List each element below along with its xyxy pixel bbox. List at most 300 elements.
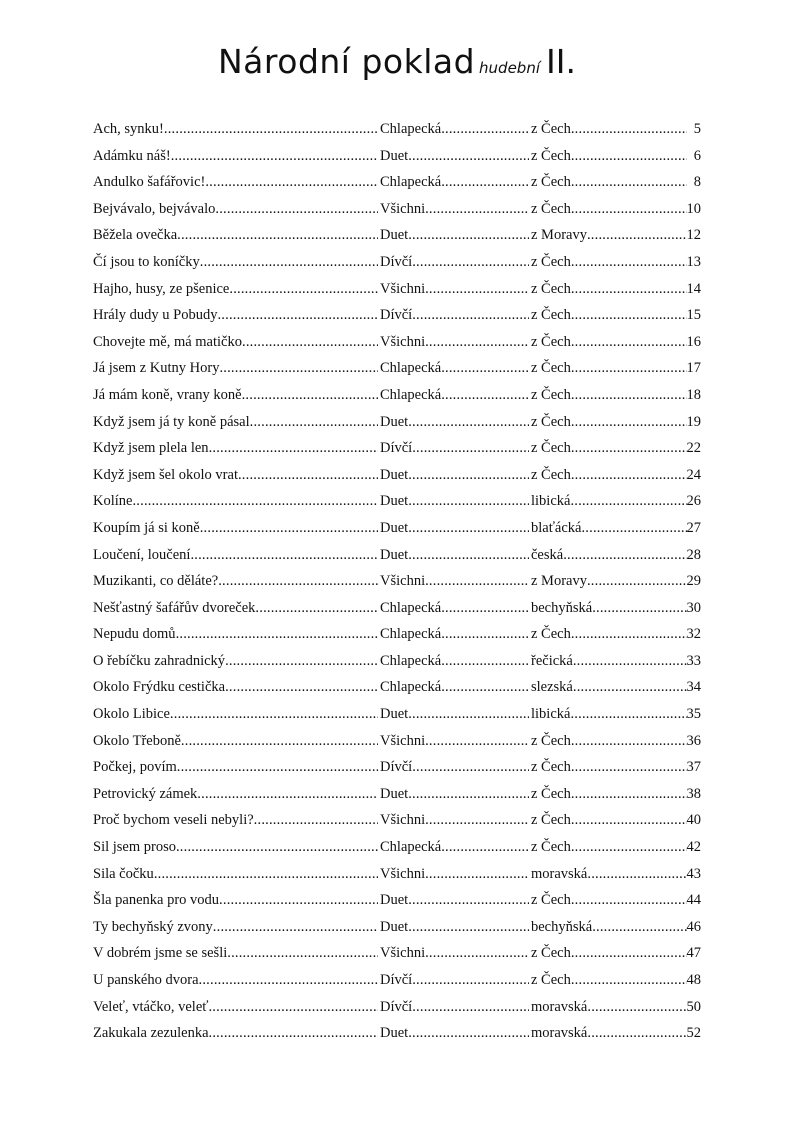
dot-leader: [587, 861, 687, 888]
toc-row: [93, 249, 701, 276]
voice-type: Chlapecká: [380, 679, 442, 696]
voice-type: Chlapecká: [380, 626, 442, 643]
toc-song-cell: [93, 382, 378, 409]
toc-row: [93, 701, 701, 728]
toc-origin-cell: [531, 222, 687, 249]
toc-type-cell: [380, 754, 529, 781]
toc-origin-cell: [531, 462, 687, 489]
dot-leader: [208, 994, 378, 1021]
page-number: 42: [686, 839, 701, 856]
toc-row: [93, 355, 701, 382]
title-main: Národní poklad: [218, 42, 476, 81]
song-title: Když jsem šel okolo vrat: [93, 466, 238, 483]
toc-type-cell: [380, 648, 529, 675]
toc-type-cell: [380, 116, 529, 143]
dot-leader: [227, 940, 378, 967]
page-number: 17: [686, 360, 701, 377]
dot-leader: [571, 621, 687, 648]
song-origin: blaťácká: [531, 519, 582, 536]
song-origin: z Čech: [531, 945, 571, 962]
toc-type-cell: [380, 940, 529, 967]
toc-song-cell: [93, 355, 378, 382]
dot-leader: [587, 568, 687, 595]
voice-type: Duet: [380, 466, 409, 483]
song-title: Veleť, vtáčko, veleť: [93, 998, 209, 1015]
dot-leader: [441, 382, 529, 409]
title-volume: II.: [546, 42, 576, 81]
song-title: Ach, synku!: [93, 121, 164, 137]
song-origin: z Čech: [531, 253, 571, 270]
toc-row: [93, 887, 701, 914]
dot-leader: [255, 595, 378, 622]
toc-origin-cell: [531, 355, 687, 382]
toc-row: [93, 515, 701, 542]
toc-song-cell: [93, 462, 378, 489]
page-number: 30: [686, 599, 701, 616]
dot-leader: [425, 276, 529, 303]
voice-type: Duet: [380, 493, 409, 510]
dot-leader: [571, 781, 687, 808]
song-origin: libická: [531, 493, 571, 510]
dot-leader: [190, 542, 378, 569]
song-title: Čí jsou to koníčky: [93, 253, 200, 270]
dot-leader: [425, 940, 529, 967]
toc-type-cell: [380, 674, 529, 701]
dot-leader: [408, 542, 529, 569]
song-title: Koupím já si koně: [93, 519, 200, 536]
toc-song-cell: [93, 568, 378, 595]
toc-origin-cell: [531, 595, 687, 622]
dot-leader: [587, 1020, 687, 1047]
toc-origin-cell: [531, 302, 687, 329]
voice-type: Duet: [380, 785, 409, 802]
toc-origin-cell: [531, 914, 687, 941]
song-origin: z Čech: [531, 812, 571, 829]
toc-origin-cell: [531, 249, 687, 276]
toc-song-cell: [93, 807, 378, 834]
toc-song-cell: [93, 674, 378, 701]
song-title: Okolo Libice: [93, 706, 170, 723]
dot-leader: [209, 1020, 378, 1047]
song-origin: moravská: [531, 865, 588, 882]
toc-type-cell: [380, 488, 529, 515]
dot-leader: [219, 355, 378, 382]
toc-type-cell: [380, 355, 529, 382]
song-title: Když jsem já ty koně pásal: [93, 413, 250, 430]
dot-leader: [218, 568, 378, 595]
dot-leader: [441, 595, 529, 622]
song-title: Bejvávalo, bejvávalo: [93, 200, 216, 217]
toc-row: [93, 967, 701, 994]
toc-origin-cell: [531, 542, 687, 569]
toc-row: [93, 169, 701, 196]
toc-origin-cell: [531, 1020, 687, 1047]
toc-origin-cell: [531, 887, 687, 914]
voice-type: Duet: [380, 1025, 409, 1042]
toc-origin-cell: [531, 409, 687, 436]
toc-row: [93, 674, 701, 701]
song-origin: z Čech: [531, 466, 571, 483]
song-title: V dobrém jsme se sešli: [93, 945, 228, 962]
dot-leader: [425, 861, 529, 888]
dot-leader: [563, 542, 687, 569]
dot-leader: [213, 914, 378, 941]
page-number: 22: [686, 440, 701, 457]
toc-origin-cell: [531, 196, 687, 223]
dot-leader: [242, 329, 378, 356]
page-number: 43: [686, 865, 701, 882]
toc-song-cell: [93, 967, 378, 994]
toc-song-cell: [93, 169, 378, 196]
toc-song-cell: [93, 940, 378, 967]
toc-row: [93, 143, 701, 170]
voice-type: Chlapecká: [380, 599, 442, 616]
dot-leader: [164, 116, 378, 143]
song-origin: z Čech: [531, 360, 571, 377]
toc-song-cell: [93, 887, 378, 914]
page-number: 29: [686, 573, 701, 590]
song-origin: z Čech: [531, 386, 571, 403]
voice-type: Dívčí: [380, 972, 413, 988]
voice-type: Duet: [380, 918, 409, 935]
dot-leader: [581, 515, 687, 542]
toc-type-cell: [380, 861, 529, 888]
dot-leader: [408, 222, 529, 249]
page-number: 24: [686, 466, 701, 483]
song-origin: z Čech: [531, 732, 571, 749]
dot-leader: [573, 674, 687, 701]
toc-type-cell: [380, 435, 529, 462]
dot-leader: [441, 169, 529, 196]
page-title: [0, 42, 794, 81]
voice-type: Chlapecká: [380, 121, 442, 137]
dot-leader: [412, 302, 529, 329]
song-origin: z Čech: [531, 147, 571, 164]
voice-type: Dívčí: [380, 253, 413, 270]
voice-type: Dívčí: [380, 998, 413, 1015]
dot-leader: [408, 914, 529, 941]
song-origin: z Čech: [531, 333, 571, 350]
toc-song-cell: [93, 302, 378, 329]
song-origin: z Čech: [531, 121, 571, 137]
dot-leader: [408, 409, 529, 436]
song-title: Okolo Frýdku cestička: [93, 679, 226, 696]
dot-leader: [250, 409, 378, 436]
toc-type-cell: [380, 967, 529, 994]
dot-leader: [571, 409, 687, 436]
dot-leader: [571, 116, 687, 143]
toc-row: [93, 116, 701, 143]
toc-origin-cell: [531, 994, 687, 1021]
dot-leader: [571, 940, 687, 967]
toc-row: [93, 462, 701, 489]
page-number: 8: [693, 174, 701, 191]
toc-row: [93, 1020, 701, 1047]
toc-song-cell: [93, 276, 378, 303]
dot-leader: [571, 329, 687, 356]
song-origin: slezská: [531, 679, 573, 696]
dot-leader: [408, 781, 529, 808]
dot-leader: [441, 834, 529, 861]
song-origin: z Čech: [531, 839, 571, 856]
toc-song-cell: [93, 834, 378, 861]
voice-type: Chlapecká: [380, 386, 442, 403]
dot-leader: [573, 648, 687, 675]
page-number: 10: [686, 200, 701, 217]
dot-leader: [408, 143, 529, 170]
dot-leader: [592, 595, 687, 622]
dot-leader: [199, 967, 378, 994]
dot-leader: [225, 674, 378, 701]
song-origin: z Čech: [531, 785, 571, 802]
dot-leader: [441, 355, 529, 382]
toc-song-cell: [93, 595, 378, 622]
page-number: 37: [686, 759, 701, 776]
page-number: 16: [686, 333, 701, 350]
toc-type-cell: [380, 542, 529, 569]
toc-origin-cell: [531, 807, 687, 834]
dot-leader: [412, 967, 529, 994]
song-origin: z Čech: [531, 200, 571, 217]
dot-leader: [170, 701, 378, 728]
page-number: 26: [686, 493, 701, 510]
toc-origin-cell: [531, 143, 687, 170]
dot-leader: [229, 276, 378, 303]
voice-type: Duet: [380, 892, 409, 909]
toc-song-cell: [93, 409, 378, 436]
toc-song-cell: [93, 515, 378, 542]
toc-origin-cell: [531, 967, 687, 994]
toc-type-cell: [380, 807, 529, 834]
toc-song-cell: [93, 222, 378, 249]
dot-leader: [242, 382, 378, 409]
page-number: 6: [693, 147, 701, 164]
toc-type-cell: [380, 781, 529, 808]
song-title: Andulko šafářovic!: [93, 174, 206, 191]
toc-origin-cell: [531, 648, 687, 675]
voice-type: Všichni: [380, 945, 426, 962]
toc-type-cell: [380, 568, 529, 595]
dot-leader: [408, 462, 529, 489]
toc-type-cell: [380, 621, 529, 648]
toc-origin-cell: [531, 329, 687, 356]
toc-row: [93, 435, 701, 462]
song-origin: z Čech: [531, 972, 571, 988]
dot-leader: [412, 249, 529, 276]
voice-type: Všichni: [380, 573, 426, 590]
song-origin: z Čech: [531, 174, 571, 191]
song-origin: z Čech: [531, 626, 571, 643]
toc-song-cell: [93, 329, 378, 356]
table-of-contents: [93, 116, 701, 1047]
toc-song-cell: [93, 728, 378, 755]
page-number: 14: [686, 280, 701, 297]
toc-type-cell: [380, 329, 529, 356]
song-title: Šla panenka pro vodu: [93, 892, 220, 909]
dot-leader: [571, 276, 687, 303]
toc-type-cell: [380, 728, 529, 755]
song-title: Muzikanti, co děláte?: [93, 573, 219, 590]
song-title: Já mám koně, vrany koně: [93, 386, 242, 403]
dot-leader: [571, 382, 687, 409]
toc-song-cell: [93, 861, 378, 888]
toc-origin-cell: [531, 515, 687, 542]
dot-leader: [219, 887, 378, 914]
dot-leader: [571, 834, 687, 861]
dot-leader: [408, 1020, 529, 1047]
song-title: Ty bechyňský zvony: [93, 918, 213, 935]
dot-leader: [571, 355, 687, 382]
song-title: Hajho, husy, ze pšenice: [93, 280, 230, 297]
toc-origin-cell: [531, 435, 687, 462]
toc-row: [93, 568, 701, 595]
toc-row: [93, 409, 701, 436]
page-number: 12: [686, 227, 701, 244]
dot-leader: [425, 728, 529, 755]
dot-leader: [571, 143, 687, 170]
voice-type: Všichni: [380, 812, 426, 829]
song-title: Běžela ovečka: [93, 227, 178, 244]
voice-type: Chlapecká: [380, 174, 442, 191]
dot-leader: [571, 967, 687, 994]
song-origin: z Čech: [531, 892, 571, 909]
song-origin: česká: [531, 546, 564, 563]
voice-type: Duet: [380, 147, 409, 164]
song-title: Chovejte mě, má matičko: [93, 333, 242, 350]
dot-leader: [425, 568, 529, 595]
toc-row: [93, 595, 701, 622]
toc-type-cell: [380, 409, 529, 436]
page-number: 46: [686, 918, 701, 935]
toc-origin-cell: [531, 488, 687, 515]
voice-type: Všichni: [380, 732, 426, 749]
song-origin: z Čech: [531, 759, 571, 776]
dot-leader: [571, 435, 687, 462]
toc-origin-cell: [531, 276, 687, 303]
dot-leader: [197, 781, 378, 808]
toc-row: [93, 222, 701, 249]
dot-leader: [217, 302, 378, 329]
voice-type: Duet: [380, 546, 409, 563]
dot-leader: [132, 488, 378, 515]
dot-leader: [441, 674, 529, 701]
song-title: Sila čočku: [93, 865, 154, 882]
toc-song-cell: [93, 143, 378, 170]
song-origin: bechyňská: [531, 918, 593, 935]
toc-song-cell: [93, 648, 378, 675]
page-number: 34: [686, 679, 701, 696]
dot-leader: [225, 648, 378, 675]
toc-origin-cell: [531, 834, 687, 861]
toc-row: [93, 914, 701, 941]
voice-type: Duet: [380, 519, 409, 536]
song-title: Petrovický zámek: [93, 785, 198, 802]
toc-type-cell: [380, 994, 529, 1021]
dot-leader: [571, 728, 687, 755]
toc-type-cell: [380, 222, 529, 249]
toc-row: [93, 276, 701, 303]
dot-leader: [587, 994, 687, 1021]
toc-song-cell: [93, 621, 378, 648]
dot-leader: [177, 754, 378, 781]
dot-leader: [570, 488, 687, 515]
song-origin: řečická: [531, 652, 573, 669]
voice-type: Chlapecká: [380, 652, 442, 669]
song-title: Já jsem z Kutny Hory: [93, 360, 220, 377]
song-title: Zakukala zezulenka: [93, 1025, 209, 1042]
voice-type: Duet: [380, 706, 409, 723]
dot-leader: [154, 861, 378, 888]
song-title: Proč bychom veseli nebyli?: [93, 812, 254, 829]
toc-origin-cell: [531, 568, 687, 595]
dot-leader: [571, 196, 687, 223]
toc-song-cell: [93, 542, 378, 569]
toc-origin-cell: [531, 728, 687, 755]
toc-type-cell: [380, 887, 529, 914]
voice-type: Dívčí: [380, 307, 413, 324]
page-number: 15: [686, 307, 701, 324]
voice-type: Duet: [380, 227, 409, 244]
toc-type-cell: [380, 276, 529, 303]
dot-leader: [571, 462, 687, 489]
dot-leader: [408, 701, 529, 728]
dot-leader: [412, 754, 529, 781]
toc-type-cell: [380, 249, 529, 276]
page-number: 47: [686, 945, 701, 962]
dot-leader: [587, 222, 687, 249]
toc-type-cell: [380, 169, 529, 196]
dot-leader: [408, 887, 529, 914]
dot-leader: [176, 621, 378, 648]
song-title: Okolo Třeboně: [93, 732, 181, 749]
page-number: 48: [686, 972, 701, 988]
song-origin: libická: [531, 706, 571, 723]
toc-row: [93, 329, 701, 356]
toc-row: [93, 382, 701, 409]
song-origin: z Čech: [531, 413, 571, 430]
page-number: 5: [693, 121, 701, 137]
dot-leader: [571, 249, 687, 276]
song-origin: moravská: [531, 1025, 588, 1042]
dot-leader: [176, 834, 378, 861]
dot-leader: [177, 222, 378, 249]
page-number: 32: [686, 626, 701, 643]
voice-type: Všichni: [380, 333, 426, 350]
toc-row: [93, 807, 701, 834]
toc-song-cell: [93, 196, 378, 223]
toc-origin-cell: [531, 781, 687, 808]
toc-row: [93, 940, 701, 967]
song-title: Nešťastný šafářův dvoreček: [93, 599, 256, 616]
song-title: Sil jsem proso: [93, 839, 176, 856]
toc-row: [93, 488, 701, 515]
song-title: U panského dvora: [93, 972, 199, 988]
toc-type-cell: [380, 515, 529, 542]
song-origin: bechyňská: [531, 599, 593, 616]
dot-leader: [408, 488, 529, 515]
page-number: 38: [686, 785, 701, 802]
dot-leader: [441, 621, 529, 648]
page-number: 33: [686, 652, 701, 669]
song-origin: z Moravy: [531, 227, 587, 244]
toc-song-cell: [93, 435, 378, 462]
dot-leader: [571, 807, 687, 834]
toc-row: [93, 754, 701, 781]
page-number: 44: [686, 892, 701, 909]
toc-row: [93, 834, 701, 861]
song-title: Počkej, povím: [93, 759, 177, 776]
song-origin: moravská: [531, 998, 588, 1015]
